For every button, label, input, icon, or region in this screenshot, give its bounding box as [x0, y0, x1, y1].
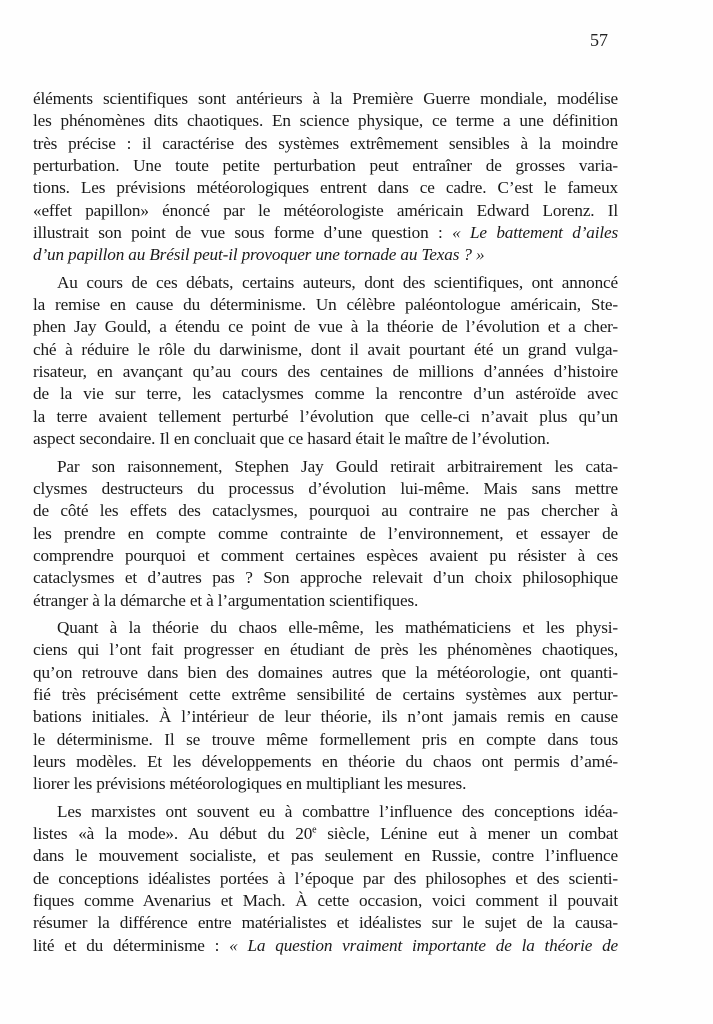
body-text: [33, 88, 618, 962]
text-span: de la vie sur terre, les cataclysmes comme la rencontre d’un astéroïde avec: [33, 384, 618, 404]
text-span: illustrait son point de vue sous forme d’une question :: [33, 223, 453, 243]
text-span: ciens qui l’ont fait progresser en étudiant de près les phénomènes chaotiques,: [33, 640, 618, 660]
text-span: le déterminisme. Il se trouve même formellement pris en compte dans tous: [33, 729, 618, 749]
text-span: «effet papillon» énoncé par le météorologiste américain Edward Lorenz. Il: [33, 200, 618, 220]
text-line: [33, 523, 618, 545]
paragraph-2: [33, 272, 618, 451]
text-line: [33, 316, 618, 338]
text-line: [33, 845, 618, 867]
text-span: Quant à la théorie du chaos elle-même, les mathématiciens et les physi-: [57, 617, 618, 637]
text-line: [33, 801, 618, 823]
text-span: les prendre en compte comme contrainte de l’environnement, et essayer de: [33, 523, 618, 543]
text-line: [33, 935, 618, 957]
text-line: [33, 478, 618, 500]
text-line: [33, 361, 618, 383]
text-span: lité et du déterminisme :: [33, 935, 230, 955]
text-span: dans le mouvement socialiste, et pas seulement en Russie, contre l’influence: [33, 846, 618, 866]
text-span: fié très précisément cette extrême sensibilité de certains systèmes aux pertur-: [33, 684, 618, 704]
text-span: les phénomènes dits chaotiques. En science physique, ce terme a une définition: [33, 111, 618, 131]
text-line: [33, 890, 618, 912]
text-line: [33, 339, 618, 361]
text-span: clysmes destructeurs du processus d’évolution lui-même. Mais sans mettre: [33, 478, 618, 498]
paragraph-4: [33, 617, 618, 796]
text-line: [33, 751, 618, 773]
text-span: résumer la différence entre matérialistes et idéalistes sur le sujet de la causa-: [33, 913, 618, 933]
text-line: [33, 88, 618, 110]
text-line: [33, 567, 618, 589]
text-span: très précise : il caractérise des systèmes extrêmement sensibles à la moindre: [33, 133, 618, 153]
text-span: Par son raisonnement, Stephen Jay Gould retirait arbitrairement les cata-: [57, 456, 618, 476]
text-span: bations initiales. À l’intérieur de leur théorie, ils n’ont jamais remis en cause: [33, 707, 618, 727]
text-span: tions. Les prévisions météorologiques entrent dans ce cadre. C’est le fameux: [33, 178, 618, 198]
superscript: e: [312, 824, 317, 836]
text-span: la terre avaient tellement perturbé l’évolution que celle-ci n’avait plus qu’un: [33, 406, 618, 426]
text-span: éléments scientifiques sont antérieurs à la Première Guerre mondiale, modélise: [33, 89, 618, 108]
paragraph-5: [33, 801, 618, 957]
page-number: 57: [590, 30, 608, 50]
text-line: [33, 133, 618, 155]
text-span: siècle, Lénine eut à mener un combat: [316, 824, 618, 843]
text-span: qu’on retrouve dans bien des domaines autres que la météorologie, ont quanti-: [33, 662, 618, 682]
text-line: [33, 706, 618, 728]
paragraph-1: [33, 88, 618, 267]
text-span: ché à réduire le rôle du darwinisme, dont il avait pourtant été un grand vulga-: [33, 339, 618, 359]
text-line: [33, 200, 618, 222]
italic-quote: d’un papillon au Brésil peut-il provoquer une tornade au Texas ? »: [33, 245, 485, 265]
text-line: [33, 617, 618, 639]
text-line: [33, 383, 618, 405]
text-span: listes «à la mode». Au début du 20: [33, 824, 313, 843]
text-span: de conceptions idéalistes portées à l’époque par des philosophes et des scienti-: [33, 868, 618, 888]
text-line: [33, 155, 618, 177]
text-line: [33, 500, 618, 522]
text-line: [33, 639, 618, 661]
text-line: [33, 406, 618, 428]
text-line: [33, 545, 618, 567]
text-line: [33, 773, 618, 795]
text-span: Au cours de ces débats, certains auteurs, dont des scientifiques, ont annoncé: [57, 272, 618, 292]
text-line: [33, 868, 618, 890]
text-span: phen Jay Gould, a étendu ce point de vue à la théorie de l’évolution et a cher-: [33, 317, 618, 337]
text-line: [33, 222, 618, 244]
text-span: Les marxistes ont souvent eu à combattre l’influence des conceptions idéa-: [57, 801, 618, 821]
text-line: [33, 729, 618, 751]
text-line: [33, 662, 618, 684]
text-span: risateur, en avançant qu’au cours des centaines de millions d’années d’histoire: [33, 362, 618, 382]
text-line: [33, 110, 618, 132]
text-span: leurs modèles. Et les développements en théorie du chaos ont permis d’amé-: [33, 751, 618, 771]
text-span: comprendre pourquoi et comment certaines espèces avaient pu résister à ces: [33, 545, 618, 565]
text-line: [33, 294, 618, 316]
text-line: [33, 823, 618, 845]
text-line: [33, 684, 618, 706]
text-line: [33, 428, 618, 450]
text-line: [33, 272, 618, 294]
text-span: étranger à la démarche et à l’argumentation scientifiques.: [33, 590, 419, 610]
text-line: [33, 456, 618, 478]
text-span: liorer les prévisions météorologiques en multipliant les mesures.: [33, 774, 467, 794]
text-span: perturbation. Une toute petite perturbation peut entraîner de grosses varia-: [33, 156, 618, 176]
text-span: aspect secondaire. Il en concluait que ce hasard était le maître de l’évolution.: [33, 429, 550, 449]
text-line: [33, 912, 618, 934]
text-line: [33, 244, 618, 266]
text-span: cataclysmes et d’autres pas ? Son approche relevait d’un choix philosophique: [33, 568, 618, 588]
text-line: [33, 177, 618, 199]
text-span: de côté les effets des cataclysmes, pourquoi au contraire ne pas chercher à: [33, 501, 618, 521]
paragraph-3: [33, 456, 618, 612]
text-span: la remise en cause du déterminisme. Un célèbre paléontologue américain, Ste-: [33, 295, 618, 315]
italic-quote: « Le battement d’ailes: [452, 223, 618, 243]
text-span: fiques comme Avenarius et Mach. À cette occasion, voici comment il pouvait: [33, 891, 618, 911]
text-line: [33, 590, 618, 612]
italic-quote: « La question vraiment importante de la théorie de: [229, 935, 618, 955]
